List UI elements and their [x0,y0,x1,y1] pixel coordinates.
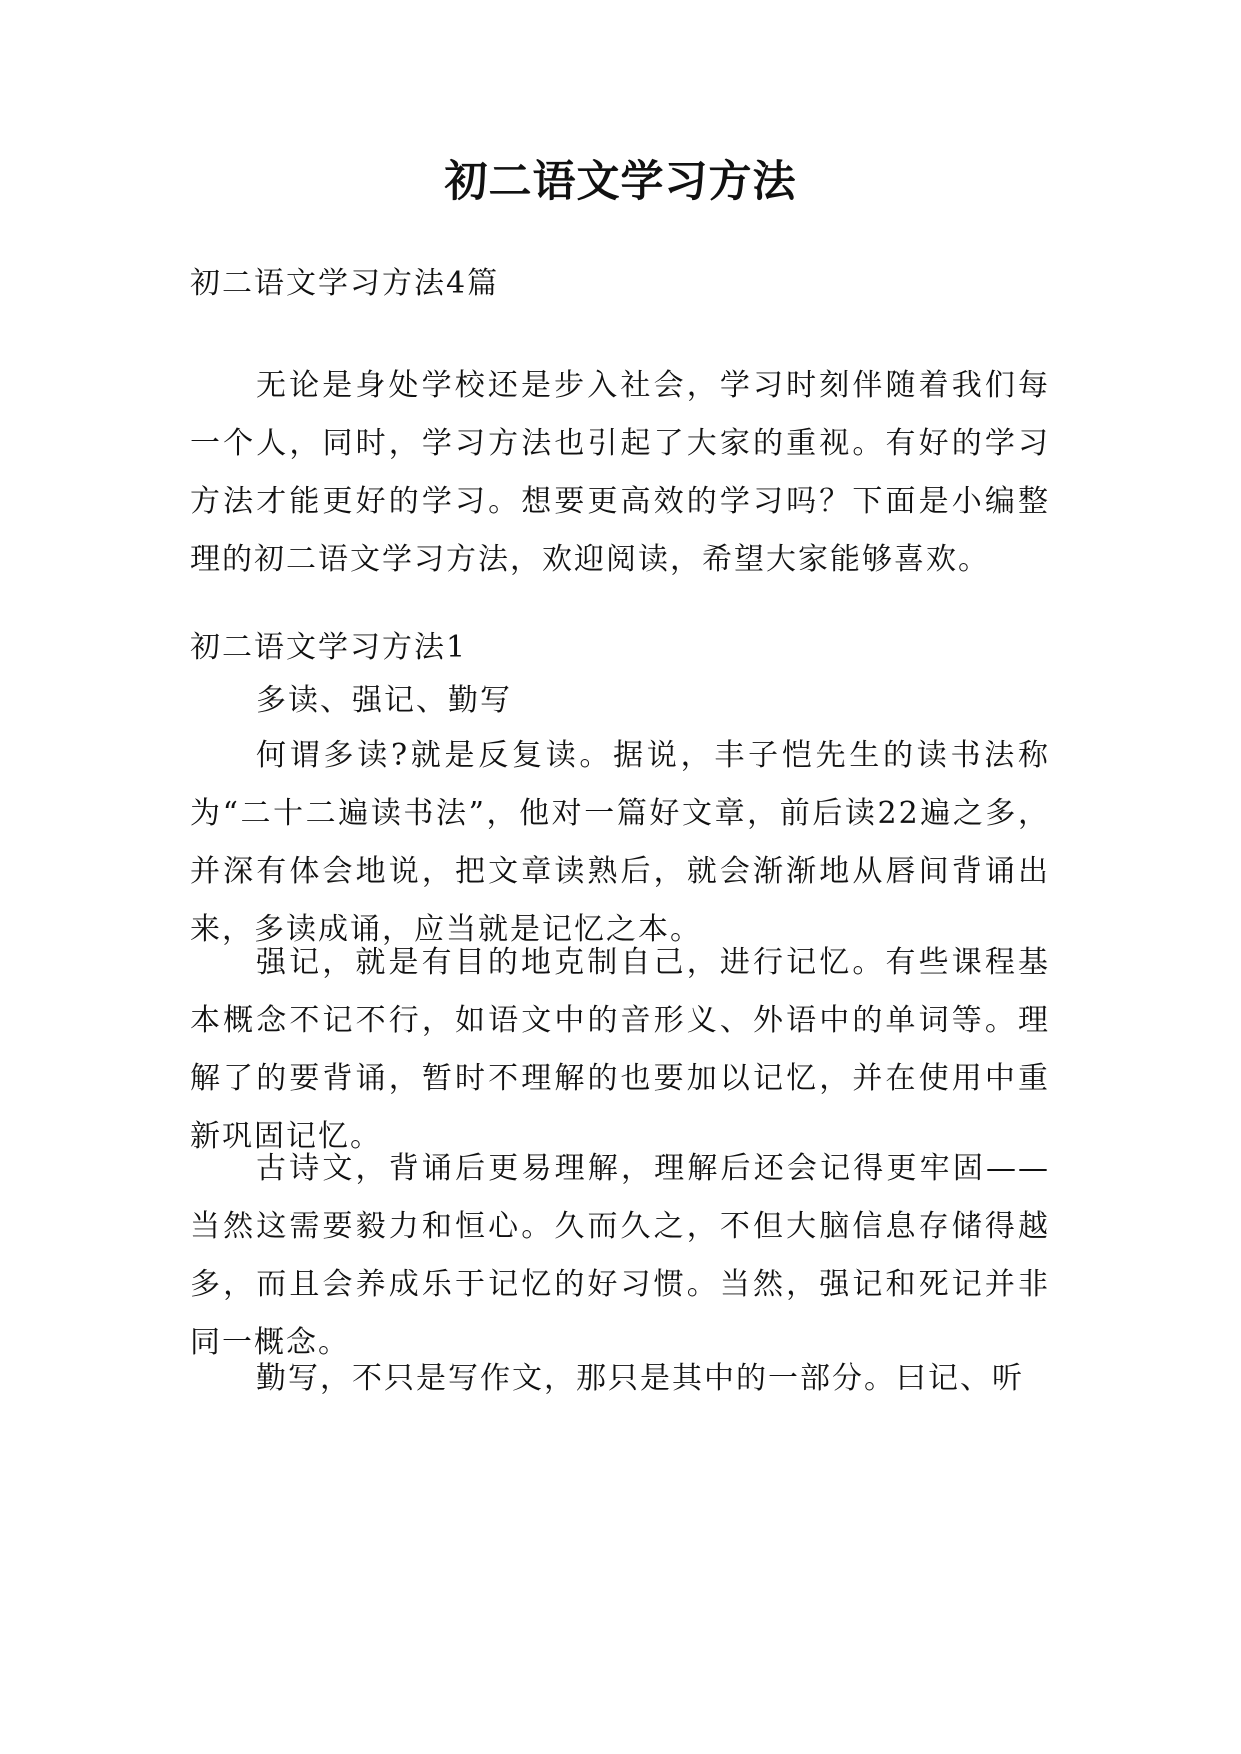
document-subtitle: 初二语文学习方法4篇 [190,266,500,301]
intro-paragraph: 无论是身处学校还是步入社会，学习时刻伴随着我们每一个人，同时，学习方法也引起了大家的重视。有好的学习方法才能更好的学习。想要更高效的学习吗？下面是小编整理的初二语文学习方法，欢迎阅读，希望大家能够喜欢。 [190,368,1050,577]
section-heading: 初二语文学习方法1 [190,630,468,665]
body-paragraph-4: 勤写，不只是写作文，那只是其中的一部分。曰记、听 [256,1361,1024,1396]
document-title: 初二语文学习方法 [444,157,797,207]
section-subheading: 多读、强记、勤写 [256,683,512,718]
body-paragraph-3: 古诗文，背诵后更易理解，理解后还会记得更牢固——当然这需要毅力和恒心。久而久之，不但大脑信息存储得越多，而且会养成乐于记忆的好习惯。当然，强记和死记并非同一概念。 [190,1151,1050,1360]
body-paragraph-2: 强记，就是有目的地克制自己，进行记忆。有些课程基本概念不记不行，如语文中的音形义、外语中的单词等。理解了的要背诵，暂时不理解的也要加以记忆，并在使用中重新巩固记忆。 [190,945,1050,1154]
body-paragraph-1: 何谓多读?就是反复读。据说，丰子恺先生的读书法称为“二十二遍读书法”，他对一篇好文章，前后读22遍之多，并深有体会地说，把文章读熟后，就会渐渐地从唇间背诵出来，多读成诵，应当就是记忆之本。 [190,738,1050,947]
